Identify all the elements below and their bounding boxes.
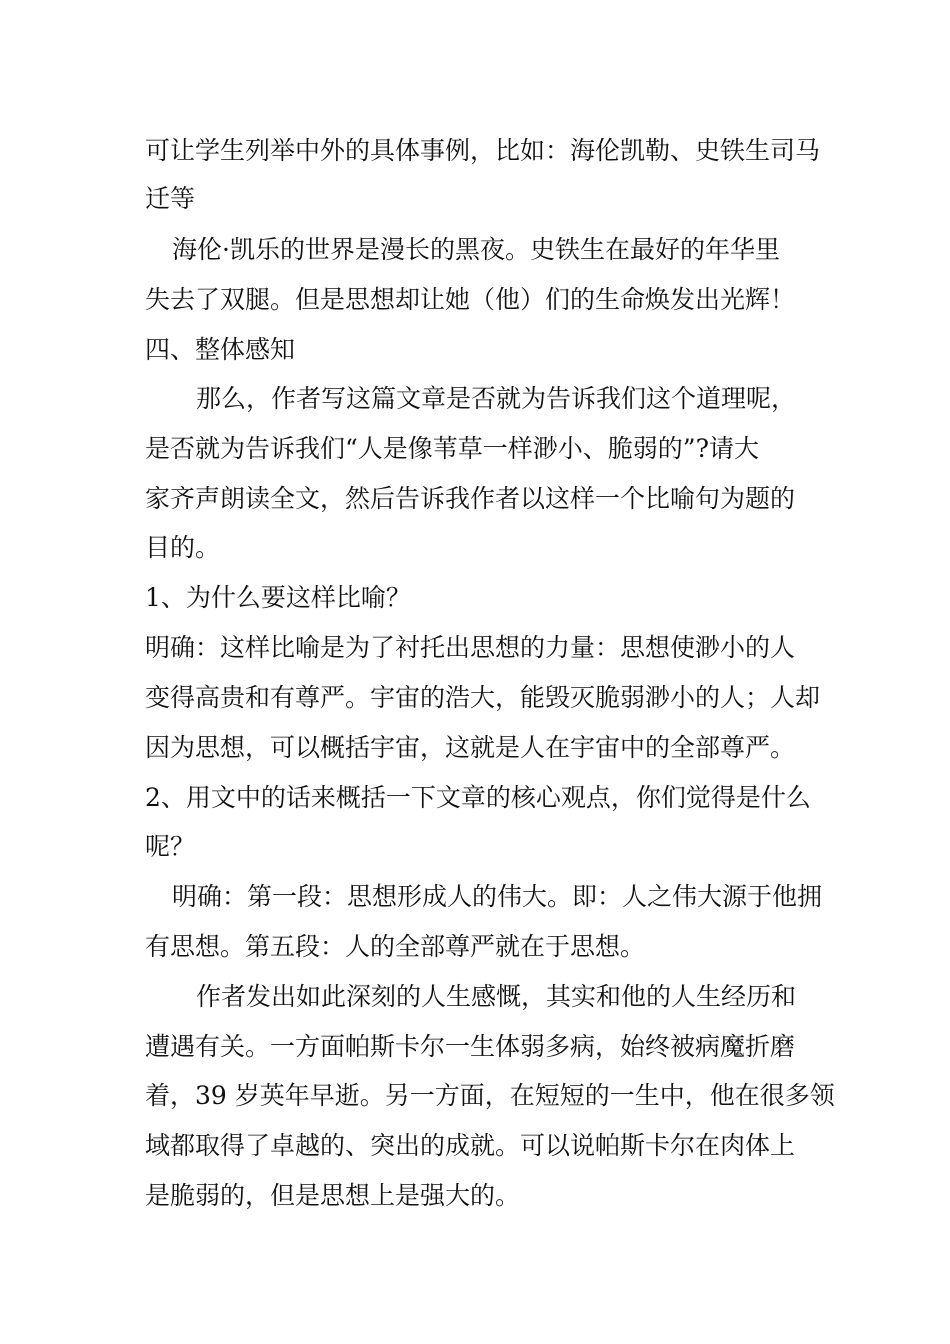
question-line: 2、用文中的话来概括一下文章的核心观点，你们觉得是什么	[145, 783, 811, 812]
text-line: 失去了双腿。但是思想却让她（他）们的生命焕发出光辉！	[145, 285, 796, 314]
text-line: 是脆弱的，但是思想上是强大的。	[145, 1181, 521, 1210]
text-line: 着，39 岁英年早逝。另一方面，在短短的一生中，他在很多领	[145, 1081, 835, 1110]
text-line: 因为思想，可以概括宇宙，这就是人在宇宙中的全部尊严。	[145, 733, 796, 762]
text-line: 有思想。第五段：人的全部尊严就在于思想。	[145, 932, 646, 961]
text-line: 作者发出如此深刻的人生感慨，其实和他的人生经历和	[196, 982, 797, 1011]
text-line: 迁等	[145, 184, 196, 213]
text-line: 明确：这样比喻是为了衬托出思想的力量：思想使渺小的人	[145, 633, 796, 662]
text-line: 明确：第一段：思想形成人的伟大。即：人之伟大源于他拥	[172, 882, 823, 911]
text-line: 海伦·凯乐的世界是漫长的黑夜。史铁生在最好的年华里	[172, 235, 780, 264]
text-line: 家齐声朗读全文，然后告诉我作者以这样一个比喻句为题的	[145, 484, 796, 513]
text-line: 那么，作者写这篇文章是否就为告诉我们这个道理呢，	[196, 384, 797, 413]
text-line: 域都取得了卓越的、突出的成就。可以说帕斯卡尔在肉体上	[145, 1131, 796, 1160]
text-line: 目的。	[145, 533, 221, 562]
text-line: 遭遇有关。一方面帕斯卡尔一生体弱多病，始终被病魔折磨	[145, 1032, 796, 1061]
text-line: 变得高贵和有尊严。宇宙的浩大，能毁灭脆弱渺小的人；人却	[145, 683, 821, 712]
question-line: 1、为什么要这样比喻？	[145, 583, 411, 612]
text-line: 呢？	[145, 832, 196, 861]
section-heading: 四、整体感知	[145, 335, 296, 364]
text-line: 是否就为告诉我们“人是像苇草一样渺小、脆弱的”?请大	[145, 434, 759, 463]
text-line: 可让学生列举中外的具体事例，比如：海伦凯勒、史铁生司马	[145, 136, 821, 165]
